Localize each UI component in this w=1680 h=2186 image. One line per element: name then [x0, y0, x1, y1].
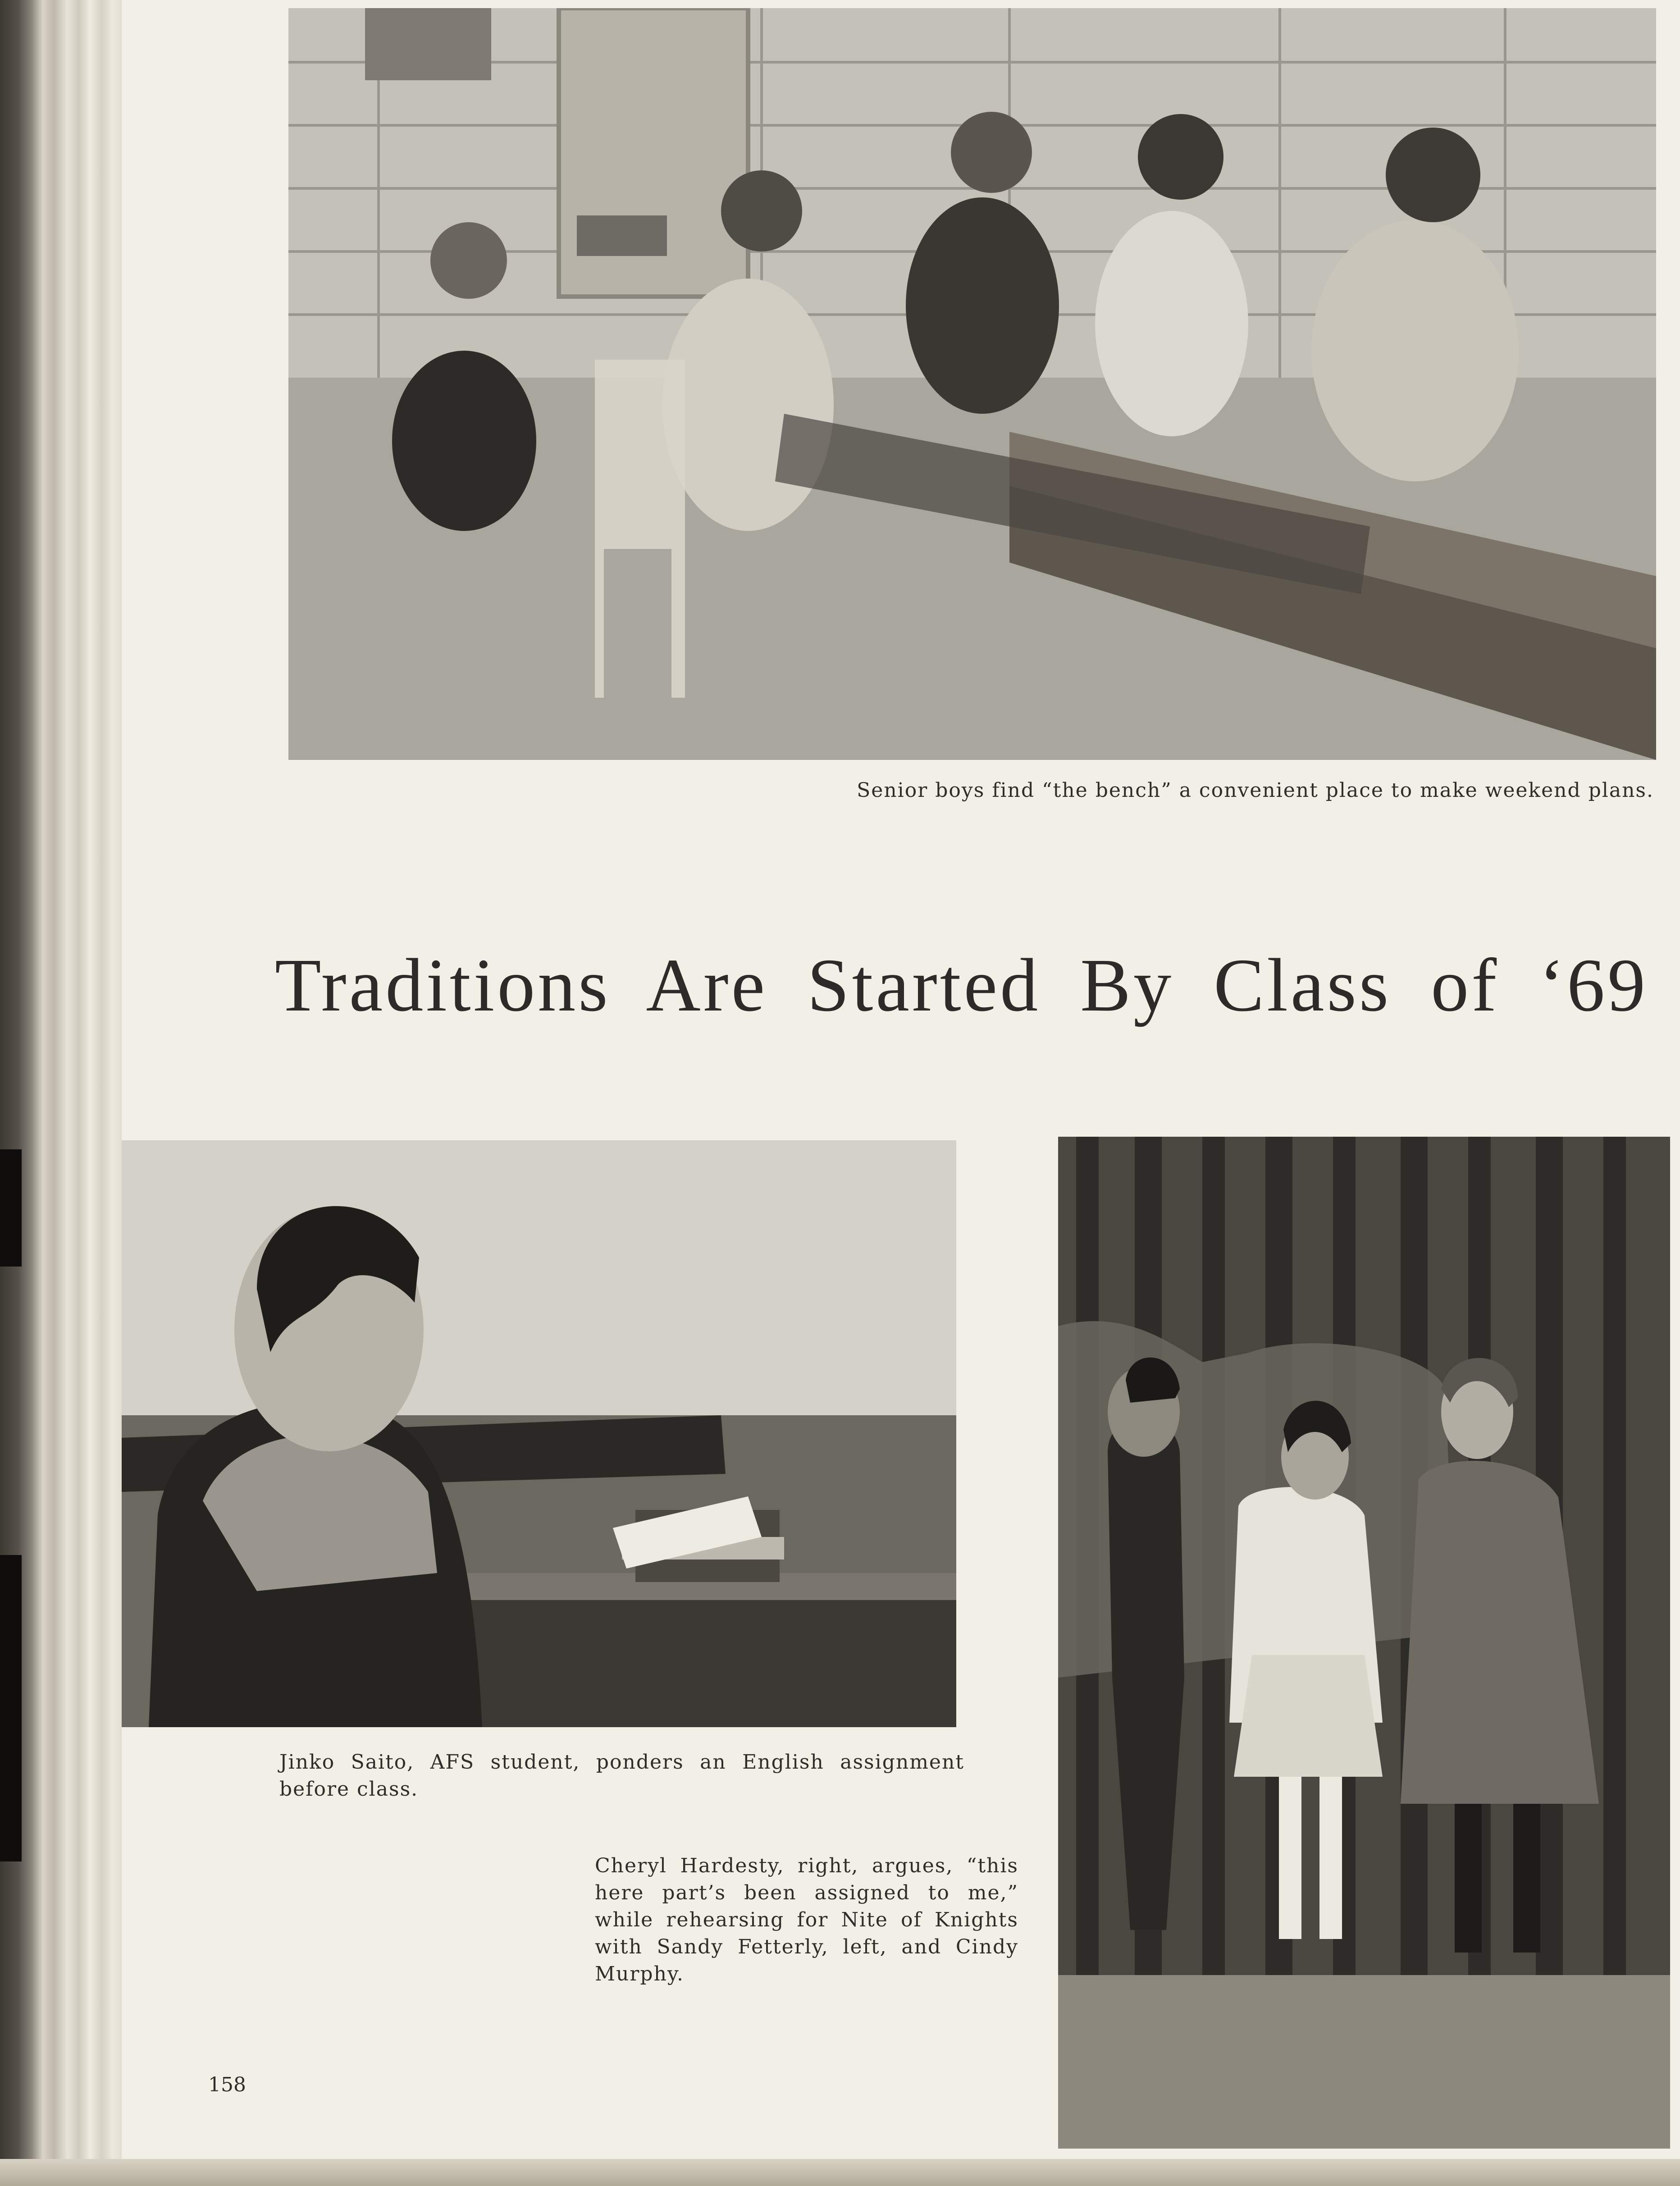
page-bottom-edge: [0, 2159, 1680, 2186]
photo-senior-boys-bench: [288, 8, 1656, 760]
caption-senior-boys-bench: Senior boys find “the bench” a convenient place to make weekend plans.: [857, 779, 1654, 802]
caption-jinko-saito: Jinko Saito, AFS student, ponders an English assignment before class.: [279, 1751, 964, 1801]
spine-stripe: [0, 1149, 22, 1267]
page-number: 158: [208, 2073, 246, 2096]
page-headline: Traditions Are Started By Class of ‘69: [275, 943, 1648, 1027]
photo-jinko-saito: [122, 1140, 956, 1727]
caption-stage-rehearsal: Cheryl Hardesty, right, argues, “this here part’s been assigned to me,” while rehearsing for Nite of Knights with Sandy Fetterly, left, and Cindy Murphy.: [595, 1854, 1018, 1985]
spine-stripe: [0, 1555, 22, 1861]
photo-stage-rehearsal: [1058, 1137, 1670, 2149]
